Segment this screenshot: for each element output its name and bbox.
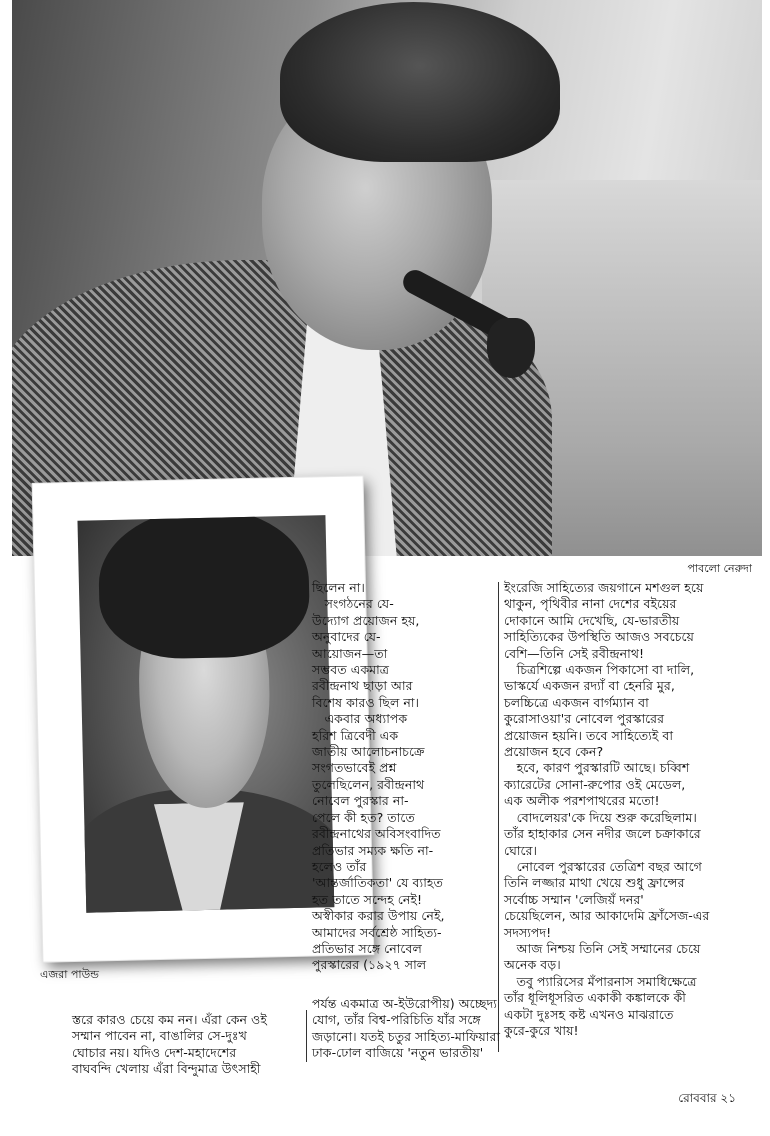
text-line: ক্যারেটের সোনা-রুপোর ওই মেডেল, bbox=[504, 776, 686, 792]
text-line: ভাস্কর্যে একজন রদ্যাঁ বা হেনরি মুর, bbox=[504, 678, 675, 694]
text-line: প্রয়োজন হয়নি। তবে সাহিত্যেই বা bbox=[504, 727, 674, 743]
text-line: একটা দুঃসহ কষ্ট এখনও মাঝরাতে bbox=[504, 1006, 674, 1022]
pound-photo bbox=[77, 515, 334, 913]
text-line: পর্যন্ত একমাত্র অ-ইউরোপীয়) অচ্ছেদ্য bbox=[312, 996, 497, 1011]
text-line: ছিলেন না। bbox=[312, 580, 365, 595]
text-line: ইংরেজি সাহিত্যের জয়গানে মশগুল হয়ে bbox=[504, 580, 704, 595]
text-line: প্রয়োজন হবে কেন? bbox=[504, 744, 604, 760]
text-line: সম্মান পাবেন না, বাঙালির সে-দুঃখ bbox=[72, 1028, 247, 1044]
text-line: জাতীয় আলোচনাচক্রে bbox=[312, 744, 425, 760]
text-line: অস্বীকার করার উপায় নেই, bbox=[312, 908, 445, 924]
text-line: এক অলীক পরশপাথরের মতো! bbox=[504, 793, 660, 809]
caption-neruda: পাবলো নেরুদা bbox=[687, 562, 752, 575]
text-line: ঘোচার নয়। যদিও দেশ-মহাদেশের bbox=[72, 1044, 237, 1060]
text-line: তাঁর হাহাকার সেন নদীর জলে চক্রাকারে bbox=[504, 826, 701, 842]
text-line: সম্ভবত একমাত্র bbox=[312, 662, 390, 678]
text-line: নোবেল পুরস্কারের তেত্রিশ বছর আগে bbox=[516, 858, 702, 874]
text-line: পুরস্কারের (১৯২৭ সাল bbox=[312, 957, 427, 973]
text-line: ঢাক-ঢোল বাজিয়ে 'নতুন ভারতীয়' bbox=[312, 1045, 484, 1061]
text-line: চিত্রশিল্পে একজন পিকাসো বা দালি, bbox=[516, 662, 695, 678]
text-line: চলচ্চিত্রে একজন বার্গম্যান বা bbox=[504, 694, 649, 710]
text-line: অনুবাদের যে- bbox=[312, 629, 381, 645]
article-column-bottom-left bbox=[72, 1012, 302, 1078]
column-rule bbox=[498, 582, 499, 1052]
text-line: প্রতিভার সম্যক ক্ষতি না- bbox=[312, 842, 434, 858]
text-line: একবার অধ্যাপক bbox=[324, 711, 408, 727]
text-line: বিশেষ কারও ছিল না। bbox=[312, 694, 420, 710]
flat-cap bbox=[280, 2, 560, 162]
article-column-middle bbox=[312, 580, 492, 974]
text-line: হলেও তাঁর bbox=[312, 858, 367, 874]
text-line: হত তাতে সন্দেহ নেই! bbox=[312, 891, 423, 907]
text-line: বেশি—তিনি সেই রবীন্দ্রনাথ! bbox=[504, 645, 645, 661]
text-line: চেয়েছিলেন, আর আকাদেমি ফ্রাঁসেজ-এর bbox=[504, 908, 710, 924]
text-line: অনেক বড়। bbox=[504, 957, 561, 973]
text-line: উদ্যোগ প্রয়োজন হয়, bbox=[312, 612, 420, 628]
text-line: রবীন্দ্রনাথের অবিসংবাদিত bbox=[312, 826, 441, 842]
text-line: কুরে-কুরে খায়! bbox=[504, 1022, 579, 1038]
article-column-right bbox=[504, 580, 752, 1039]
caption-pound: এজরা পাউন্ড bbox=[40, 968, 99, 981]
text-line: নোবেল পুরস্কার না- bbox=[312, 793, 409, 809]
text-line: হরিশ ত্রিবেদী এক bbox=[312, 727, 399, 743]
text-line: সংগতভাবেই প্রশ্ন bbox=[312, 760, 397, 776]
text-line: তাঁর ধূলিধূসরিত একাকী কঙ্কালকে কী bbox=[504, 990, 686, 1006]
text-line: কুরোসাওয়া'র নোবেল পুরস্কারের bbox=[504, 711, 665, 727]
text-line: বোদলেয়র'কে দিয়ে শুরু করেছিলাম। bbox=[516, 809, 697, 825]
pipe-bowl bbox=[487, 318, 535, 378]
text-line: দোকানে আমি দেখেছি, যে-ভারতীয় bbox=[504, 612, 680, 628]
text-line: জড়ানো। যতই চতুর সাহিত্য-মাফিয়ারা bbox=[312, 1028, 501, 1044]
text-line: পেলে কী হত? তাতে bbox=[312, 809, 415, 825]
text-line: বাঘবন্দি খেলায় এঁরা বিন্দুমাত্র উৎসাহী bbox=[72, 1061, 261, 1077]
neruda-photo bbox=[12, 0, 762, 556]
text-line: রবীন্দ্রনাথ ছাড়া আর bbox=[312, 678, 413, 694]
text-line: আজ নিশ্চয় তিনি সেই সম্মানের চেয়ে bbox=[516, 940, 701, 956]
text-line: হবে, কারণ পুরস্কারটি আছে। চব্বিশ bbox=[516, 760, 690, 776]
text-line: আমাদের সর্বশ্রেষ্ঠ সাহিত্য- bbox=[312, 924, 442, 940]
text-line: স্তরে কারও চেয়ে কম নন। এঁরা কেন ওই bbox=[72, 1012, 267, 1027]
article-column-bottom-middle bbox=[312, 996, 502, 1062]
text-line: আয়োজন—তা bbox=[312, 645, 388, 661]
text-line: সংগঠনের যে- bbox=[324, 596, 394, 612]
text-line: তবু প্যারিসের মঁপারনাস সমাধিক্ষেত্রে bbox=[516, 973, 697, 989]
text-line: প্রতিভার সঙ্গে নোবেল bbox=[312, 940, 422, 956]
hair bbox=[97, 515, 310, 660]
text-line: সর্বোচ্চ সম্মান 'লেজিয়ঁ দনর' bbox=[504, 891, 644, 907]
text-line: সদস্যপদ! bbox=[504, 924, 552, 940]
text-line: 'আন্তর্জাতিকতা' যে ব্যাহত bbox=[312, 875, 443, 891]
page-folio: রোববার ২১ bbox=[678, 1091, 736, 1105]
column-rule-bottom bbox=[306, 1010, 307, 1062]
text-line: ঘোরে। bbox=[504, 842, 538, 858]
text-line: সাহিত্যিকের উপস্থিতি আজও সবচেয়ে bbox=[504, 629, 694, 645]
text-line: তুলেছিলেন, রবীন্দ্রনাথ bbox=[312, 776, 425, 792]
text-line: তিনি লজ্জার মাথা খেয়ে শুধু ফ্রান্সের bbox=[504, 875, 685, 891]
text-line: থাকুন, পৃথিবীর নানা দেশের বইয়ের bbox=[504, 596, 677, 612]
text-line: যোগ, তাঁর বিশ্ব-পরিচিতি যাঁর সঙ্গে bbox=[312, 1012, 481, 1028]
